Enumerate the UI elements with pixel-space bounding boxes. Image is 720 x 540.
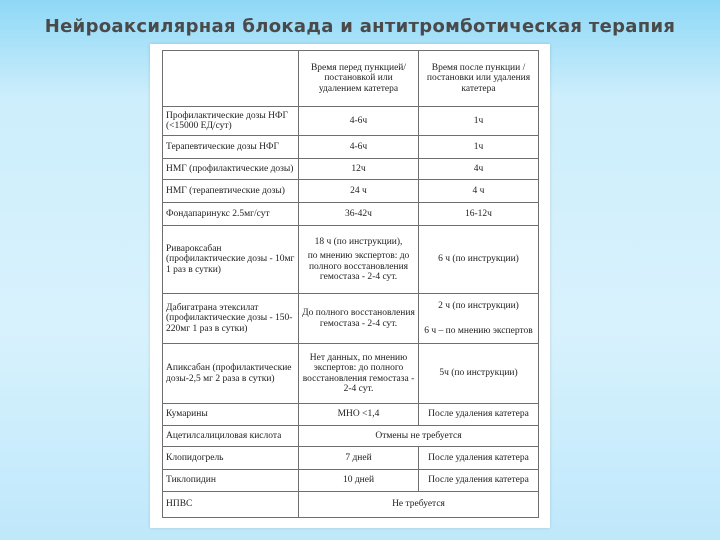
before-cell: 24 ч [299,180,419,203]
before-cell [299,226,419,294]
merged-cell: Отмены не требуется [299,426,539,447]
drug-cell: Клопидогрель [163,447,299,470]
table-row [163,294,539,344]
before-cell-line: по мнению экспертов: до полного восстановления гемостаза - 2-4 сут. [307,251,410,282]
after-cell: 5ч (по инструкции) [419,344,539,404]
table-row [163,426,539,447]
header-after: Время после пункции /постановки или удаления катетера [419,51,539,107]
after-cell: После удаления катетера [419,404,539,426]
before-cell: До полного восстановления гемостаза - 2-4 сут. [299,294,419,344]
merged-cell: Не требуется [299,492,539,518]
after-cell: 6 ч (по инструкции) [419,226,539,294]
after-cell: 4 ч [419,180,539,203]
drug-cell: Ривароксабан (профилактические дозы - 10мг 1 раз в сутки) [163,226,299,294]
drug-cell: НПВС [163,492,299,518]
drug-cell: Терапевтические дозы НФГ [163,136,299,159]
after-cell-line: 2 ч (по инструкции) [438,301,519,311]
before-cell: 10 дней [299,470,419,492]
after-cell-line: 6 ч – по мнению экспертов [424,325,533,336]
before-cell: Нет данных, по мнению экспертов: до полного восстановления гемостаза - 2-4 сут. [299,344,419,404]
drug-cell: НМГ (терапевтические дозы) [163,180,299,203]
drug-cell: Профилактические дозы НФГ (<15000 ЕД/сут) [163,107,299,136]
before-cell: 4-6ч [299,136,419,159]
before-cell: 7 дней [299,447,419,470]
before-cell: 36-42ч [299,203,419,226]
drug-cell: Кумарины [163,404,299,426]
before-cell-line: 18 ч (по инструкции), [314,236,403,247]
drug-cell: НМГ (профилактические дозы) [163,159,299,180]
drug-cell: Дабигатрана этексилат (профилактические дозы - 150-220мг 1 раз в сутки) [163,294,299,344]
after-cell: После удаления катетера [419,447,539,470]
table-row [163,492,539,518]
after-cell: 4ч [419,159,539,180]
drug-cell: Апиксабан (профилактические дозы-2,5 мг 2 раза в сутки) [163,344,299,404]
before-cell: 12ч [299,159,419,180]
after-cell: 1ч [419,107,539,136]
table-row [163,344,539,404]
table-row [163,180,539,203]
table-row [163,447,539,470]
header-drug [163,51,299,107]
table-row [163,203,539,226]
after-cell: После удаления катетера [419,470,539,492]
table-row [163,159,539,180]
after-cell [419,294,539,344]
drug-cell: Фондапаринукс 2.5мг/сут [163,203,299,226]
after-cell: 1ч [419,136,539,159]
drug-cell: Ацетилсалициловая кислота [163,426,299,447]
table-row [163,136,539,159]
before-cell: 4-6ч [299,107,419,136]
table-row [163,404,539,426]
before-cell: МНО <1,4 [299,404,419,426]
table-row [163,226,539,294]
table-row [163,470,539,492]
drug-cell: Тиклопидин [163,470,299,492]
slide-title: Нейроаксилярная блокада и антитромботическая терапия [44,16,676,37]
document-sheet [150,44,550,528]
table-header-row [163,51,539,107]
table-row [163,107,539,136]
after-cell: 16-12ч [419,203,539,226]
anticoagulant-table [162,50,539,518]
header-before: Время перед пункцией/ постановкой или удалением катетера [299,51,419,107]
